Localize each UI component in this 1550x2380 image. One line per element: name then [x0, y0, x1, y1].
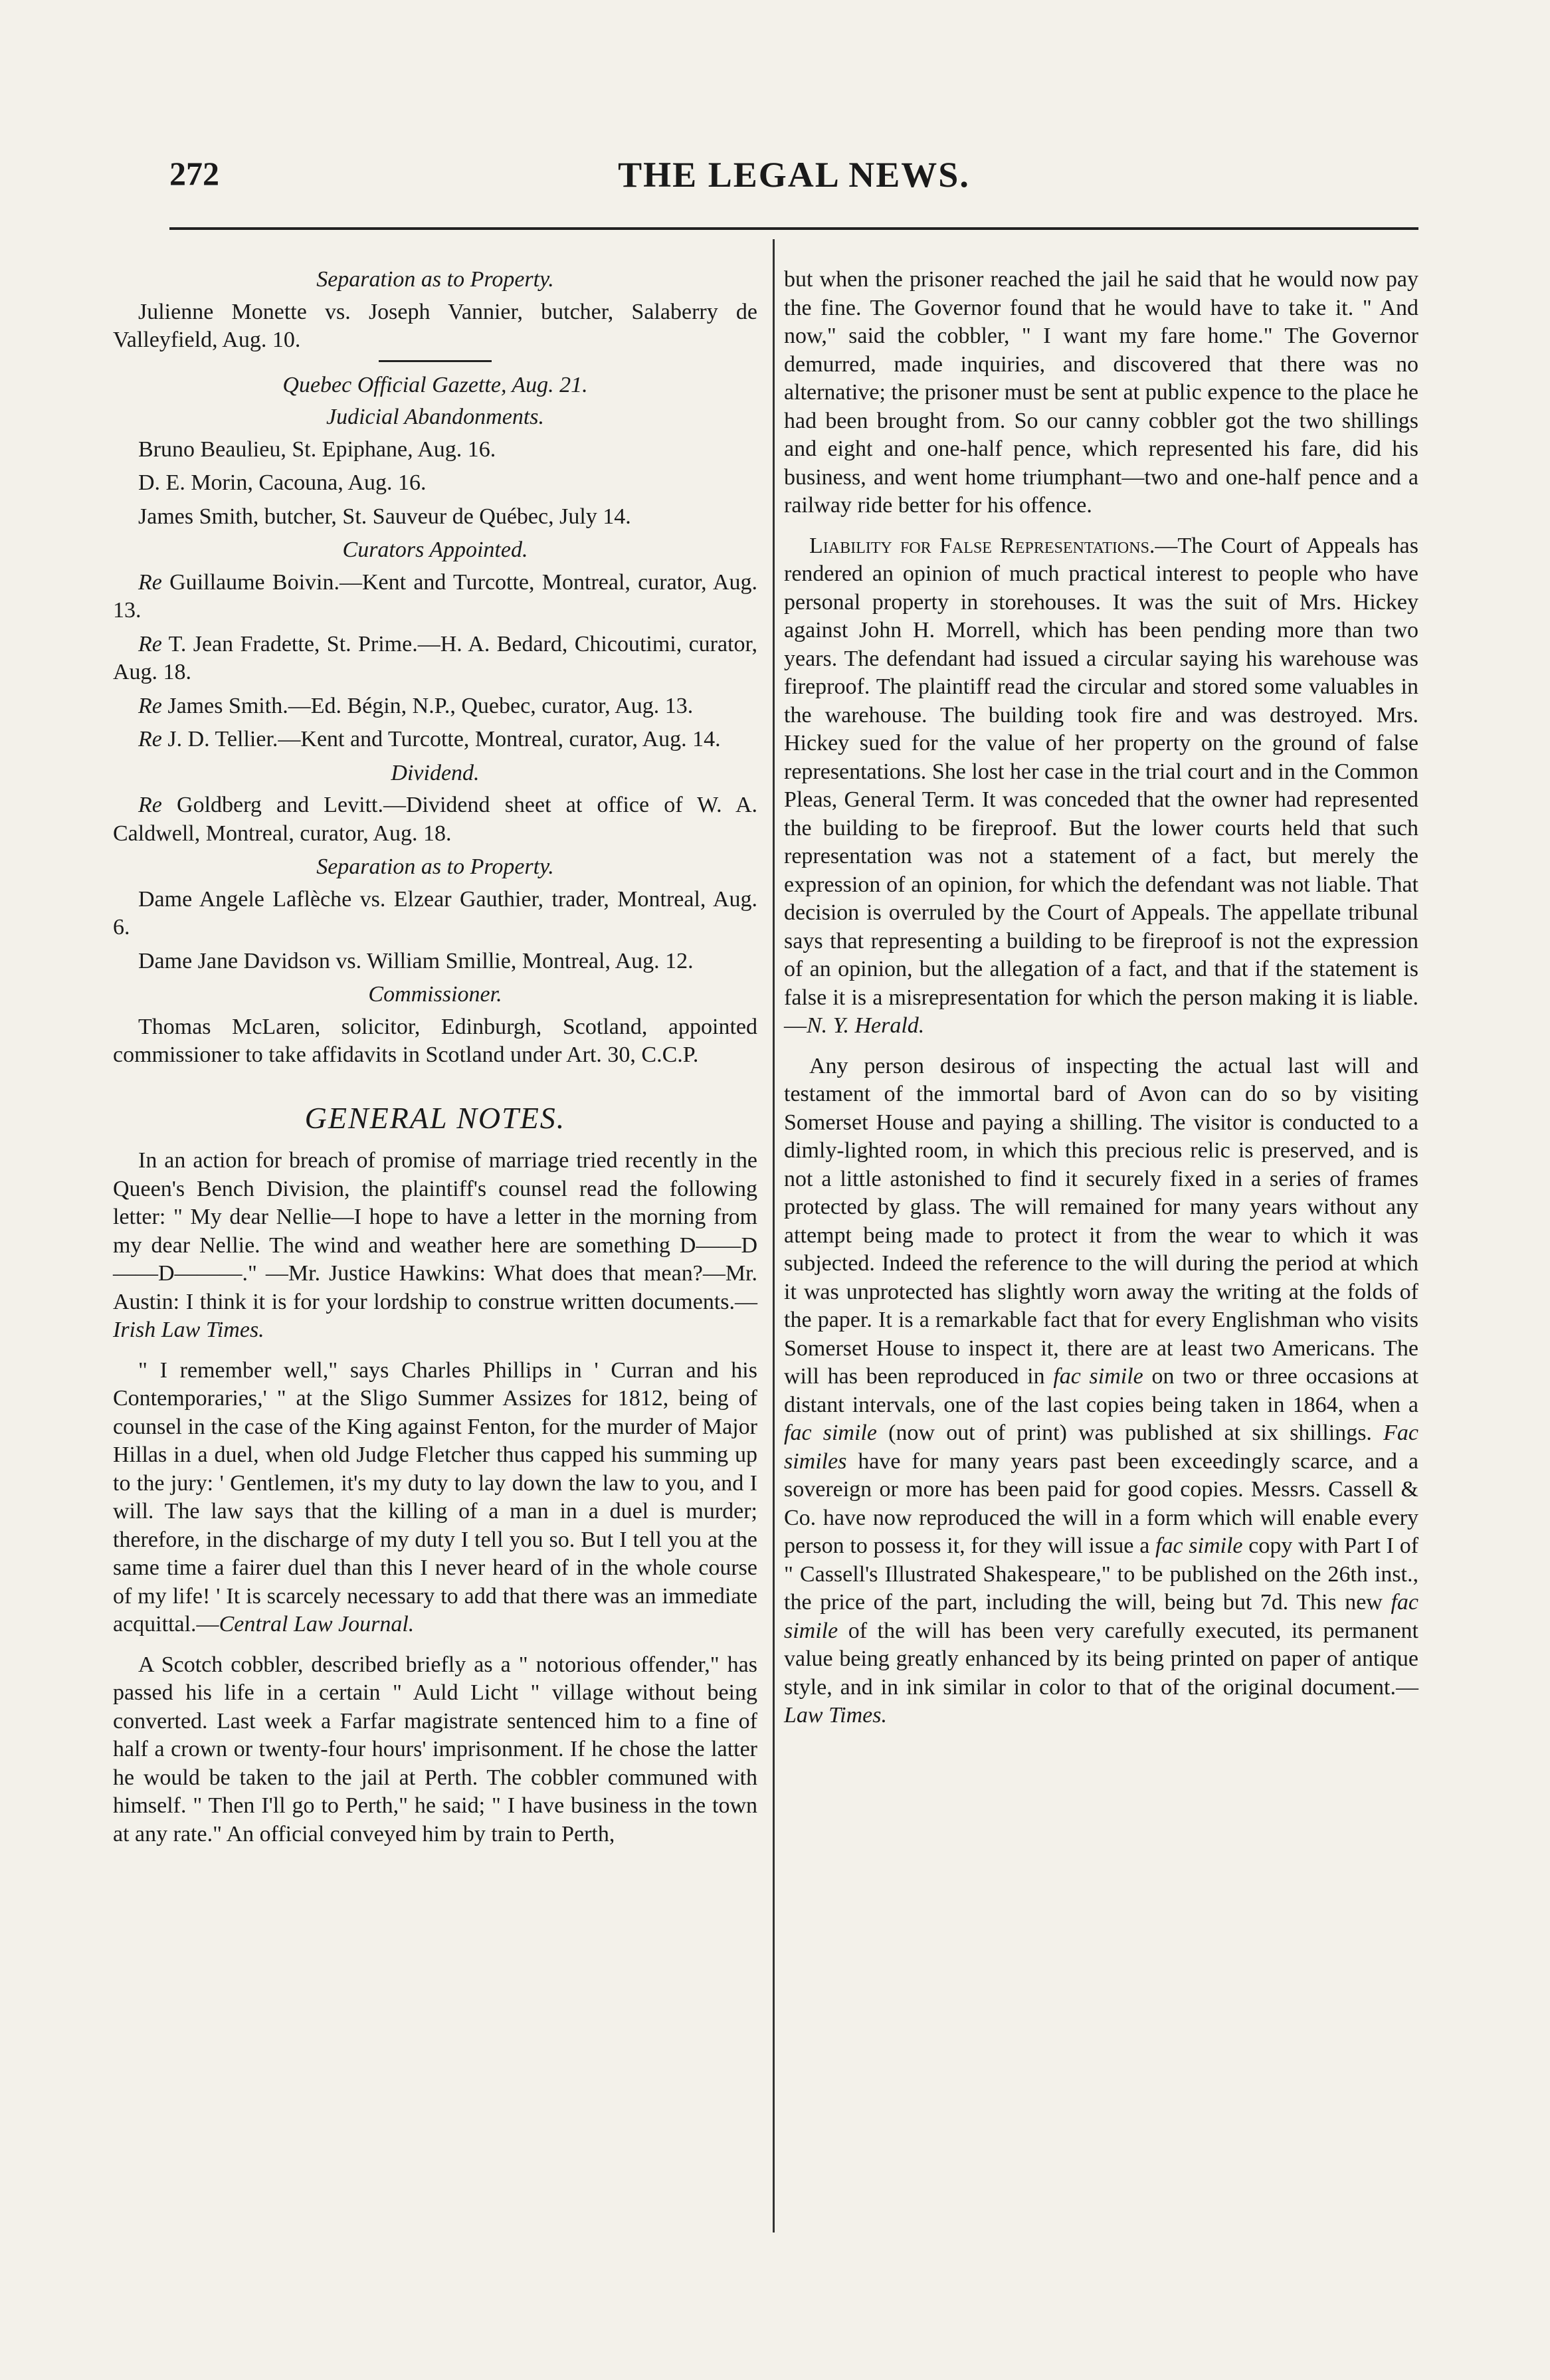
separation-entry: Dame Jane Davidson vs. William Smillie, Montreal, Aug. 12. — [138, 948, 694, 973]
note-paragraph: A Scotch cobbler, described briefly as a " notorious offender," has passed his life in a certain " Auld Licht " village without being converted. Last week a Farfar magistrate sentenced him to a fine of half a crown or twenty-four hours' imprisonment. If he chose the latter he would be taken to the jail at Perth. The cobbler communed with himself. " Then I'll go to Perth," he said; " I have business in the town at any rate." An official conveyed him by train to Perth, — [113, 1652, 757, 1846]
section-rule — [379, 360, 492, 362]
curator-entry: Re T. Jean Fradette, St. Prime.—H. A. Bedard, Chicoutimi, curator, Aug. 18. — [113, 631, 758, 684]
curator-entry: Re J. D. Tellier.—Kent and Turcotte, Montreal, curator, Aug. 14. — [138, 727, 721, 751]
page-number: 272 — [169, 155, 219, 192]
separation-heading: Separation as to Property. — [316, 267, 554, 292]
header-rule — [169, 227, 1418, 230]
dividend-heading: Dividend. — [391, 760, 480, 785]
note-source: Law Times. — [784, 1703, 887, 1728]
curators-heading: Curators Appointed. — [342, 538, 528, 562]
note-paragraph-continued: but when the prisoner reached the jail he said that he would now pay the fine. The Governor found that he would have to take it. " And now," said the cobbler, " I want my fare home." The Governor demurred, made inquiries, and discovered that there was no alternative; the prisoner must be sent at public expence to the place he had been brought from. So our canny cobbler got the two shillings and eight and one-half pence, which represented his fare, did his business, and went home triumphant—two and one-half pence and a railway ride better for his offence. — [784, 267, 1418, 518]
note-paragraph: In an action for breach of promise of marriage tried recently in the Queen's Bench Division, the plaintiff's counsel read the following letter: " My dear Nellie—I hope to have a letter in the morning from my dear Nellie. The wind and weather here are something D——D——D———." —Mr. Justice Hawkins: What does that mean?—Mr. Austin: I think it is for your lordship to construe written documents.—Irish Law Times. — [113, 1148, 757, 1342]
liability-lead: Liability for False Representations. — [809, 533, 1155, 558]
curator-entry: Re Guillaume Boivin.—Kent and Turcotte, Montreal, curator, Aug. 13. — [113, 569, 757, 623]
general-notes-heading: GENERAL NOTES. — [304, 1100, 566, 1135]
gazette-heading: Quebec Official Gazette, Aug. 21. — [282, 372, 588, 397]
curator-entry: Re James Smith.—Ed. Bégin, N.P., Quebec, curator, Aug. 13. — [138, 693, 694, 718]
page-header — [169, 154, 1418, 207]
commissioner-entry: Thomas McLaren, solicitor, Edinburgh, Scotland, appointed commissioner to take affidavits in Scotland under Art. 30, C.C.P. — [113, 1014, 757, 1067]
right-column — [784, 266, 1418, 1742]
note-source: N. Y. Herald. — [807, 1013, 925, 1038]
will-paragraph: Any person desirous of inspecting the actual last will and testament of the immortal bard of Avon can do so by visiting Somerset House and paying a shilling. The visitor is conducted to a dimly-lighted room, in which this precious relic is preserved, and is not a little astonished to find it securely fixed in a series of frames protected by glass. The will remained for many years without any attempt being made to protect it from the wear to which it was subjected. Indeed the reference to the will during the period at which it was unprotected has slightly worn away the writing at the folds of the paper. It is a remarkable fact that for every Englishman who visits Somerset House to inspect it, there are at least two Americans. The will has been reproduced in fac simile on two or three occasions at distant intervals, one of the last copies being taken in 1864, when a fac simile (now out of print) was published at six shillings. Fac similes have for many years past been exceedingly scarce, and a sovereign or more has been paid for good copies. Messrs. Cassell & Co. have now reproduced the will in a form which will enable every person to possess it, for they will issue a fac simile copy with Part I of " Cassell's Illustrated Shakespeare," to be published on the 26th inst., the price of the part, including the will, being but 7d. This new fac simile of the will has been very carefully executed, its permanent value being greatly enhanced by its being printed on paper of antique style, and in ink similar in color to that of the original document.—Law Times. — [784, 1053, 1419, 1728]
running-title: THE LEGAL NEWS. — [618, 155, 970, 195]
dividend-entry: Re Goldberg and Levitt.—Dividend sheet at office of W. A. Caldwell, Montreal, curator, Aug. 18. — [113, 793, 757, 846]
liability-paragraph: Liability for False Representations.—The Court of Appeals has rendered an opinion of much practical interest to people who have personal property in storehouses. It was the suit of Mrs. Hickey against John H. Morrell, which has been pending more than two years. The defendant had issued a circular saying his warehouse was fireproof. The plaintiff read the circular and stored some valuables in the warehouse. The building took fire and was destroyed. Mrs. Hickey sued for the value of her property on the ground of false representations. She lost her case in the trial court and in the Common Pleas, General Term. It was conceded that the owner had represented the building to be fireproof. But the lower courts held that such representation was not a statement of a fact, but merely the expression of an opinion, for which the defendant was not liable. That decision is overruled by the Court of Appeals. The appellate tribunal says that representing a building to be fireproof is not the expression of an opinion, but the allegation of a fact, and that if the statement is false it is a misrepresentation for which the person making it is liable.—N. Y. Herald. — [784, 533, 1418, 1038]
note-source: Central Law Journal. — [219, 1612, 415, 1636]
abandonment-entry: D. E. Morin, Cacouna, Aug. 16. — [138, 470, 427, 495]
commissioner-heading: Commissioner. — [368, 982, 502, 1007]
column-divider — [773, 239, 775, 2232]
abandonment-entry: Bruno Beaulieu, St. Epiphane, Aug. 16. — [138, 437, 496, 462]
separation-entry: Dame Angele Laflèche vs. Elzear Gauthier, trader, Montreal, Aug. 6. — [113, 886, 757, 940]
note-paragraph: " I remember well," says Charles Phillips in ' Curran and his Contemporaries,' " at the Sligo Summer Assizes for 1812, being of counsel in the case of the King against Fenton, for the murder of Major Hillas in a duel, when old Judge Fletcher thus capped his summing up to the jury: ' Gentlemen, it's my duty to lay down the law to you, and I will. The law says that the killing of a man in a duel is murder; therefore, in the discharge of my duty I tell you so. But I tell you at the same time a fairer duel than this I never heard of in the whole course of my life! ' It is scarcely necessary to add that there was an immediate acquittal.—Central Law Journal. — [113, 1357, 757, 1636]
abandonment-entry: James Smith, butcher, St. Sauveur de Québec, July 14. — [138, 504, 631, 529]
abandonments-heading: Judicial Abandonments. — [326, 405, 544, 429]
separation-heading-2: Separation as to Property. — [316, 854, 554, 879]
note-source: Irish Law Times. — [113, 1318, 264, 1342]
separation-entry: Julienne Monette vs. Joseph Vannier, butcher, Salaberry de Valleyfield, Aug. 10. — [113, 299, 757, 352]
left-column — [113, 266, 757, 1860]
